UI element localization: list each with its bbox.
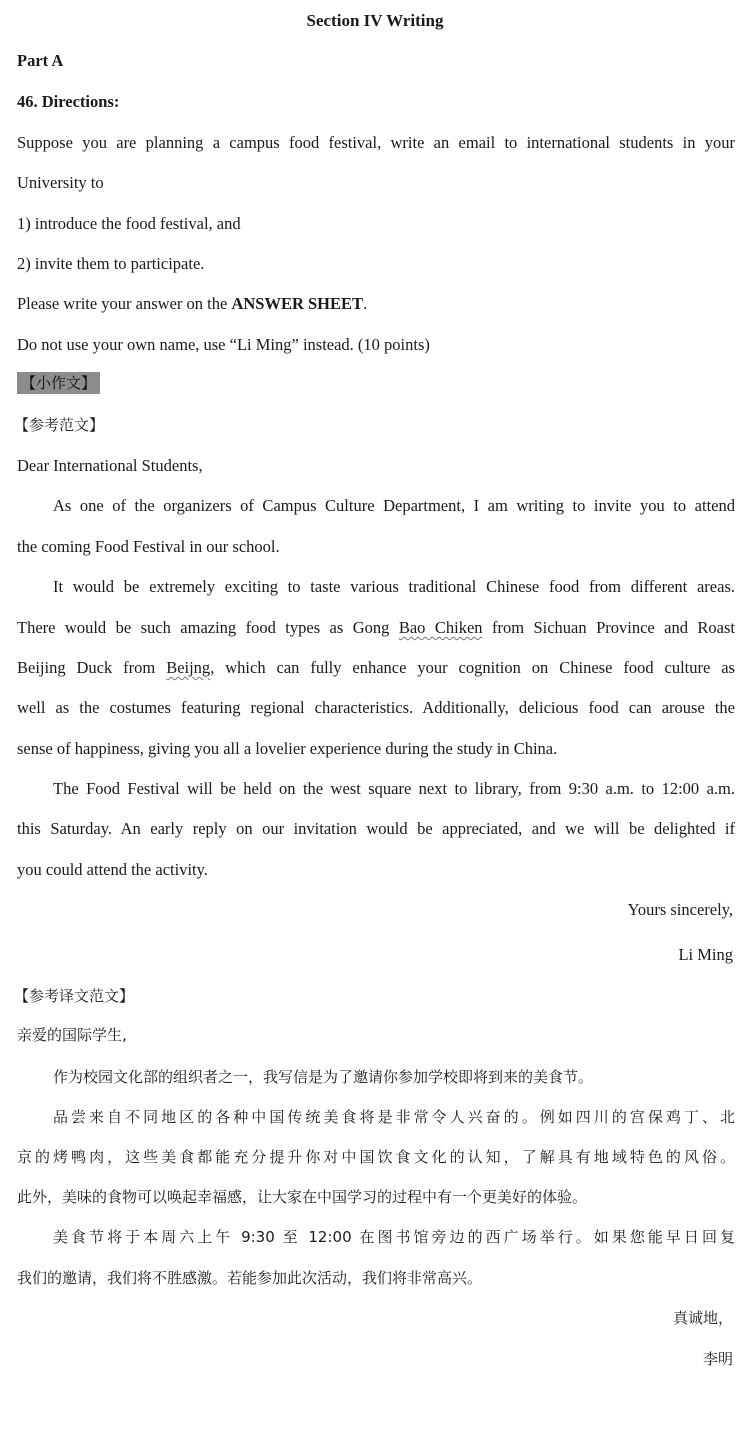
- answer-prefix: Please write your answer on the: [17, 294, 232, 313]
- essay-p2-line-3-start: Beijing Duck from: [17, 658, 167, 677]
- translation-signature: 李明: [702, 1350, 733, 1368]
- essay-p3-line-3: you could attend the activity.: [17, 860, 208, 879]
- essay-p3-line-1: The Food Festival will be held on the west square next to library, from 9:30 a.m. to 12:00 a.m.: [53, 779, 735, 798]
- question-label: 46. Directions:: [17, 92, 120, 111]
- directions-line-2: University to: [17, 173, 104, 192]
- essay-signature: Li Ming: [678, 945, 733, 964]
- translation-p2-line-3: 此外，美味的食物可以唤起幸福感，让大家在中国学习的过程中有一个更美好的体验。: [17, 1188, 588, 1206]
- essay-p2-line-3-end: , which can fully enhance your cognition on Chinese food culture as: [210, 658, 735, 677]
- translation-greeting: 亲爱的国际学生,: [17, 1026, 127, 1044]
- misspelling-beijng: Beijng: [166, 658, 211, 677]
- essay-closing: Yours sincerely,: [627, 900, 733, 919]
- essay-p2-line-2: [17, 617, 735, 639]
- translation-p3-line-1: 美食节将于本周六上午 9:30 至 12:00 在图书馆旁边的西广场举行。如果您能早日回复: [53, 1228, 735, 1246]
- section-title: Section IV Writing: [306, 11, 444, 30]
- directions-answer-note: [17, 293, 367, 315]
- directions-line-1: Suppose you are planning a campus food festival, write an email to international students in your: [17, 133, 735, 152]
- translation-p1: 作为校园文化部的组织者之一，我写信是为了邀请你参加学校即将到来的美食节。: [53, 1068, 594, 1086]
- translation-closing: 真诚地，: [672, 1309, 733, 1327]
- translation-p3-line-2: 我们的邀请，我们将不胜感激。若能参加此次活动，我们将非常高兴。: [17, 1269, 483, 1287]
- sample-essay-label: 【参考范文】: [14, 416, 105, 434]
- directions-name-note: Do not use your own name, use “Li Ming” instead. (10 points): [17, 335, 430, 354]
- essay-p2-line-5: sense of happiness, giving you all a lovelier experience during the study in China.: [17, 739, 558, 758]
- essay-p2-line-2-end: from Sichuan Province and Roast: [482, 618, 735, 637]
- misspelling-bao-chiken: Bao Chiken: [398, 618, 483, 637]
- directions-item-2: 2) invite them to participate.: [17, 254, 205, 273]
- essay-p2-line-4: well as the costumes featuring regional characteristics. Additionally, delicious food can arouse the: [17, 698, 735, 717]
- essay-p3-line-2: this Saturday. An early reply on our invitation would be appreciated, and we will be delighted if: [17, 819, 735, 838]
- answer-suffix: .: [363, 294, 368, 313]
- essay-p1-line-2: the coming Food Festival in our school.: [17, 537, 280, 556]
- essay-greeting: Dear International Students,: [17, 456, 203, 475]
- directions-item-1: 1) introduce the food festival, and: [17, 214, 241, 233]
- translation-label: 【参考译文范文】: [14, 987, 135, 1005]
- essay-p2-line-2-start: There would be such amazing food types as Gong: [17, 618, 399, 637]
- essay-type-badge: 【小作文】: [17, 372, 100, 394]
- translation-p2-line-1: 品尝来自不同地区的各种中国传统美食将是非常令人兴奋的。例如四川的宫保鸡丁、北: [53, 1108, 735, 1126]
- essay-p2-line-1: It would be extremely exciting to taste various traditional Chinese food from different areas.: [53, 577, 735, 596]
- answer-sheet-label: ANSWER SHEET: [231, 294, 364, 313]
- essay-p1-line-1: As one of the organizers of Campus Culture Department, I am writing to invite you to attend: [53, 496, 735, 515]
- part-label: Part A: [17, 51, 64, 70]
- translation-p2-line-2: 京的烤鸭肉，这些美食都能充分提升你对中国饮食文化的认知，了解具有地域特色的风俗。: [17, 1148, 735, 1166]
- essay-p2-line-3: [17, 657, 735, 679]
